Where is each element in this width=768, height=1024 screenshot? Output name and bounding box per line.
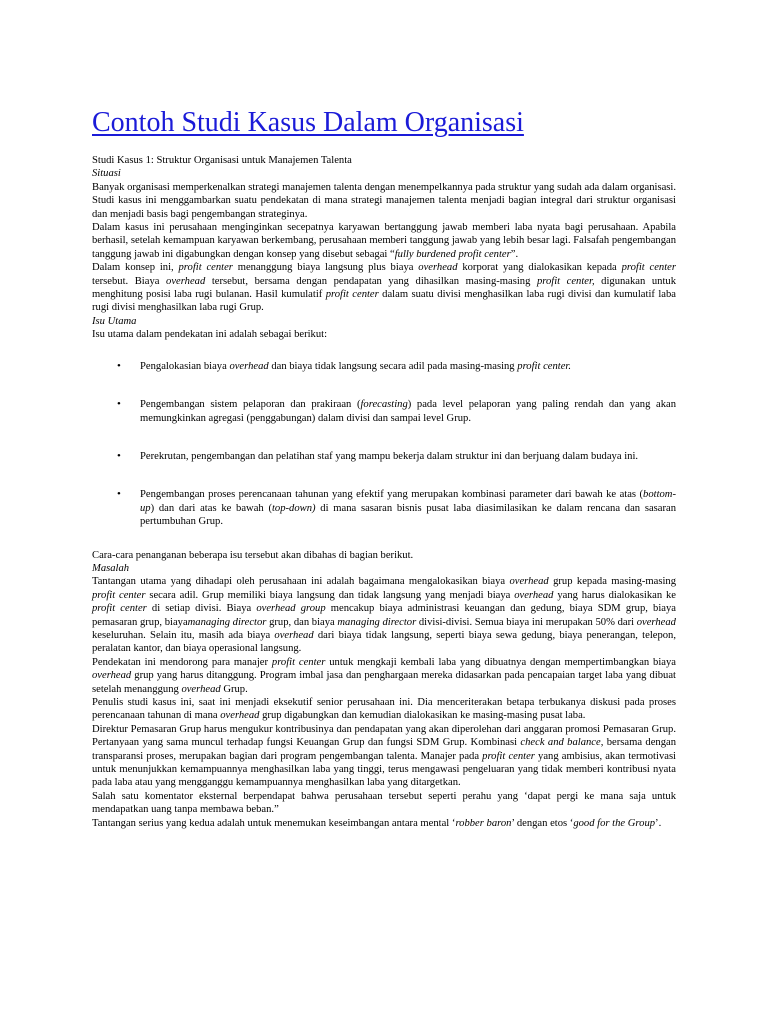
italic-term: overhead (514, 589, 554, 601)
text-run: divisi-divisi. Semua biaya ini merupakan 50% dari (416, 616, 637, 628)
italic-term: profit center (325, 289, 379, 301)
text-run: Direktur Pemasaran Grup harus mengukur kontribusinya dan pendapatan yang akan diperolehan dari anggaran promosi Pemasaran Grup. Pertanyaan yang sama muncul terhadap fungsi Keuangan Grup dan fungsi SDM Grup. Kombinasi (92, 723, 676, 749)
text-run: grup, dan biaya (266, 616, 338, 628)
text-run: Pengembangan proses perencanaan tahunan yang efektif yang merupakan kombinasi parameter dari bawah ke atas ( (140, 489, 644, 501)
italic-term: good for the Group (573, 817, 656, 829)
section-heading-masalah: Masalah (92, 562, 130, 574)
text-run: ) pada level pelaporan yang paling rendah dan yang akan memungkinkan agregasi (penggabungan) dalam divisi dan sampai level Grup. (140, 399, 676, 424)
text-run: mencakup biaya administrasi keuangan dan gedung, biaya SDM grup, biaya pemasaran grup, biaya (92, 603, 676, 628)
italic-term: overhead (509, 576, 549, 588)
list-item-text (140, 489, 676, 527)
text-run: digunakan untuk menghitung posisi laba rugi bulanan. Hasil kumulatif (92, 275, 676, 301)
italic-term: profit center (178, 262, 233, 274)
italic-term: robber baron (455, 817, 512, 829)
text-run: Dalam kasus ini perusahaan menginginkan secepatnya karyawan bertanggung jawab memberi laba nyata bagi perusahaan. Apabila berhasil, setelah kemampuan karyawan berkembang, perusahaan memberi tanggung jawab yang lebih besar lagi. Falsafah pengembangan tanggung jawab ini digabungkan dengan konsep yang disebut sebagai “ (92, 222, 676, 260)
text-run: Dalam konsep ini, (92, 262, 179, 274)
paragraph (92, 181, 676, 221)
text-run: di mana sasaran bisnis pusat laba diasimilasikan ke dalam rencana dan sasaran pertumbuhan Grup. (140, 502, 676, 528)
italic-term: profit center (271, 656, 326, 668)
paragraph (92, 261, 676, 315)
section-heading-situasi: Situasi (92, 168, 121, 180)
italic-term: overhead (166, 275, 206, 287)
document-body (92, 154, 676, 830)
bullet-list (92, 360, 676, 529)
italic-term: forecasting (360, 399, 408, 411)
italic-term: profit center. (517, 360, 572, 372)
italic-term: overhead (418, 262, 458, 274)
text-run: Isu utama dalam pendekatan ini adalah sebagai berikut: (92, 329, 328, 341)
bullet-icon: • (117, 488, 121, 501)
italic-term: profit center, (536, 275, 595, 287)
italic-term: profit center (92, 589, 146, 601)
list-item (92, 398, 676, 425)
italic-term: check and balance, (520, 737, 604, 749)
page-title[interactable]: Contoh Studi Kasus Dalam Organisasi (92, 107, 524, 138)
italic-term: profit center (92, 603, 147, 615)
text-run: keseluruhan. Selain itu, masih ada biaya (92, 629, 275, 641)
paragraph (92, 790, 676, 817)
italic-term: overhead (92, 670, 132, 682)
text-run: grup digabungkan dan kemudian dialokasikan ke masing-masing pusat laba. (259, 710, 586, 722)
text-run: Salah satu komentator eksternal berpendapat bahwa perusahaan tersebut seperti perahu yang ‘dapat pergi ke mana saja untuk mendapatkan uang tanpa membawa beban.” (92, 790, 676, 816)
text-run: Grup. (220, 683, 248, 695)
italic-term: overhead (229, 360, 269, 372)
paragraph (92, 656, 676, 696)
text-run: dalam suatu divisi menghasilkan laba rugi divisi dan kumulatif laba rugi divisi menghasilkan laba rugi Grup. (92, 289, 676, 314)
paragraph (92, 696, 676, 723)
text-run: di setiap divisi. Biaya (146, 603, 257, 615)
italic-term: fully burdened profit center (394, 248, 511, 260)
paragraph (92, 575, 676, 655)
text-run: Penulis studi kasus ini, saat ini menjadi eksekutif senior perusahaan ini. Dia menceriterakan betapa terbukanya diskusi pada proses perencanaan tahunan di mana (92, 697, 676, 722)
list-item-text (140, 361, 571, 372)
italic-term: overhead (274, 629, 314, 641)
text-run: ’. (655, 817, 662, 829)
italic-term: overhead group (256, 603, 326, 615)
list-item (92, 360, 676, 373)
text-run: tersebut. Biaya (92, 275, 167, 287)
italic-term: overhead (181, 683, 221, 695)
text-run: Tantangan serius yang kedua adalah untuk menemukan keseimbangan antara mental ‘ (92, 817, 456, 829)
italic-term: top-down) (271, 502, 316, 514)
list-item (92, 488, 676, 528)
text-run: menanggung biaya langsung plus biaya (232, 262, 419, 274)
bullet-icon: • (117, 359, 121, 372)
text-run: secara adil. Grup memiliki biaya langsung dan tidak langsung yang menjadi biaya (145, 589, 515, 601)
text-run: bersama dengan transparansi proses, merupakan bagian dari program pengembangan talenta. Manajer pada (92, 737, 676, 762)
italic-term: managing director (187, 616, 267, 628)
text-run: Cara-cara penanganan beberapa isu tersebut akan dibahas di bagian berikut. (92, 549, 414, 561)
text-run: ’ dengan etos ‘ (511, 817, 574, 829)
text-run: grup kepada masing-masing (548, 576, 677, 588)
italic-term: bottom-up (140, 489, 676, 514)
italic-term: managing director (337, 616, 417, 628)
italic-term: overhead (636, 616, 676, 628)
paragraph (92, 549, 676, 562)
section-heading-isu-utama: Isu Utama (92, 315, 137, 327)
bullet-icon: • (117, 398, 121, 411)
paragraph (92, 723, 676, 790)
text-run: Pendekatan ini mendorong para manajer (92, 656, 272, 668)
list-item-text (140, 399, 676, 423)
case-heading: Studi Kasus 1: Struktur Organisasi untuk Manajemen Talenta (92, 155, 352, 166)
italic-term: profit center (482, 750, 535, 762)
text-run: ) dan dari atas ke bawah ( (150, 502, 272, 514)
text-run: Pengembangan sistem pelaporan dan prakiraan ( (140, 399, 361, 411)
text-run: tersebut, bersama dengan pendapatan yang dihasilkan masing-masing (205, 275, 537, 287)
paragraph (92, 328, 676, 341)
list-item (92, 450, 676, 463)
paragraph (92, 817, 676, 830)
list-item-text (140, 451, 638, 462)
text-run: yang ambisius, akan termotivasi untuk menunjukkan kemampuannya menghasilkan laba yang tinggi, terus mengawasi pengeluaran yang tidak memberi kontribusi nyata pada laba atau yang mengganggu kemampuannya menghasilkan laba yang ditargetkan. (92, 750, 677, 789)
text-run: Tantangan utama yang dihadapi oleh perusahaan ini adalah bagaimana mengalokasikan biaya (92, 576, 510, 588)
italic-term: profit center (621, 262, 676, 274)
text-run: korporat yang dialokasikan kepada (457, 262, 622, 274)
text-run: Pengalokasian biaya (140, 360, 230, 372)
bullet-icon: • (117, 449, 121, 462)
paragraph (92, 221, 676, 261)
text-run: ”. (510, 248, 519, 260)
text-run: Banyak organisasi memperkenalkan strategi manajemen talenta dengan menempelkannya pada struktur yang sudah ada dalam organisasi. Studi kasus ini menggambarkan suatu pendekatan di mana strategi manajemen talenta menjadi bagian integral dari struktur organisasi dan menjadi basis bagi pengembangan strateginya. (92, 181, 676, 220)
text-run: untuk mengkaji kembali laba yang dibuatnya dengan mempertimbangkan biaya (325, 656, 677, 668)
text-run: dari biaya tidak langsung, seperti biaya sewa gedung, biaya penerangan, telepon, peralatan kantor, dan biaya operasional langsung. (92, 629, 677, 655)
text-run: Perekrutan, pengembangan dan pelatihan staf yang mampu bekerja dalam struktur ini dan berjuang dalam budaya ini. (140, 450, 639, 462)
italic-term: overhead (220, 710, 260, 722)
text-run: dan biaya tidak langsung secara adil pada masing-masing (268, 360, 518, 372)
text-run: grup yang harus ditanggung. Program imbal jasa dan penghargaan mereka didasarkan pada pencapaian target laba yang dibuat setelah menanggung (92, 670, 676, 695)
text-run: yang harus dialokasikan ke (553, 589, 676, 601)
